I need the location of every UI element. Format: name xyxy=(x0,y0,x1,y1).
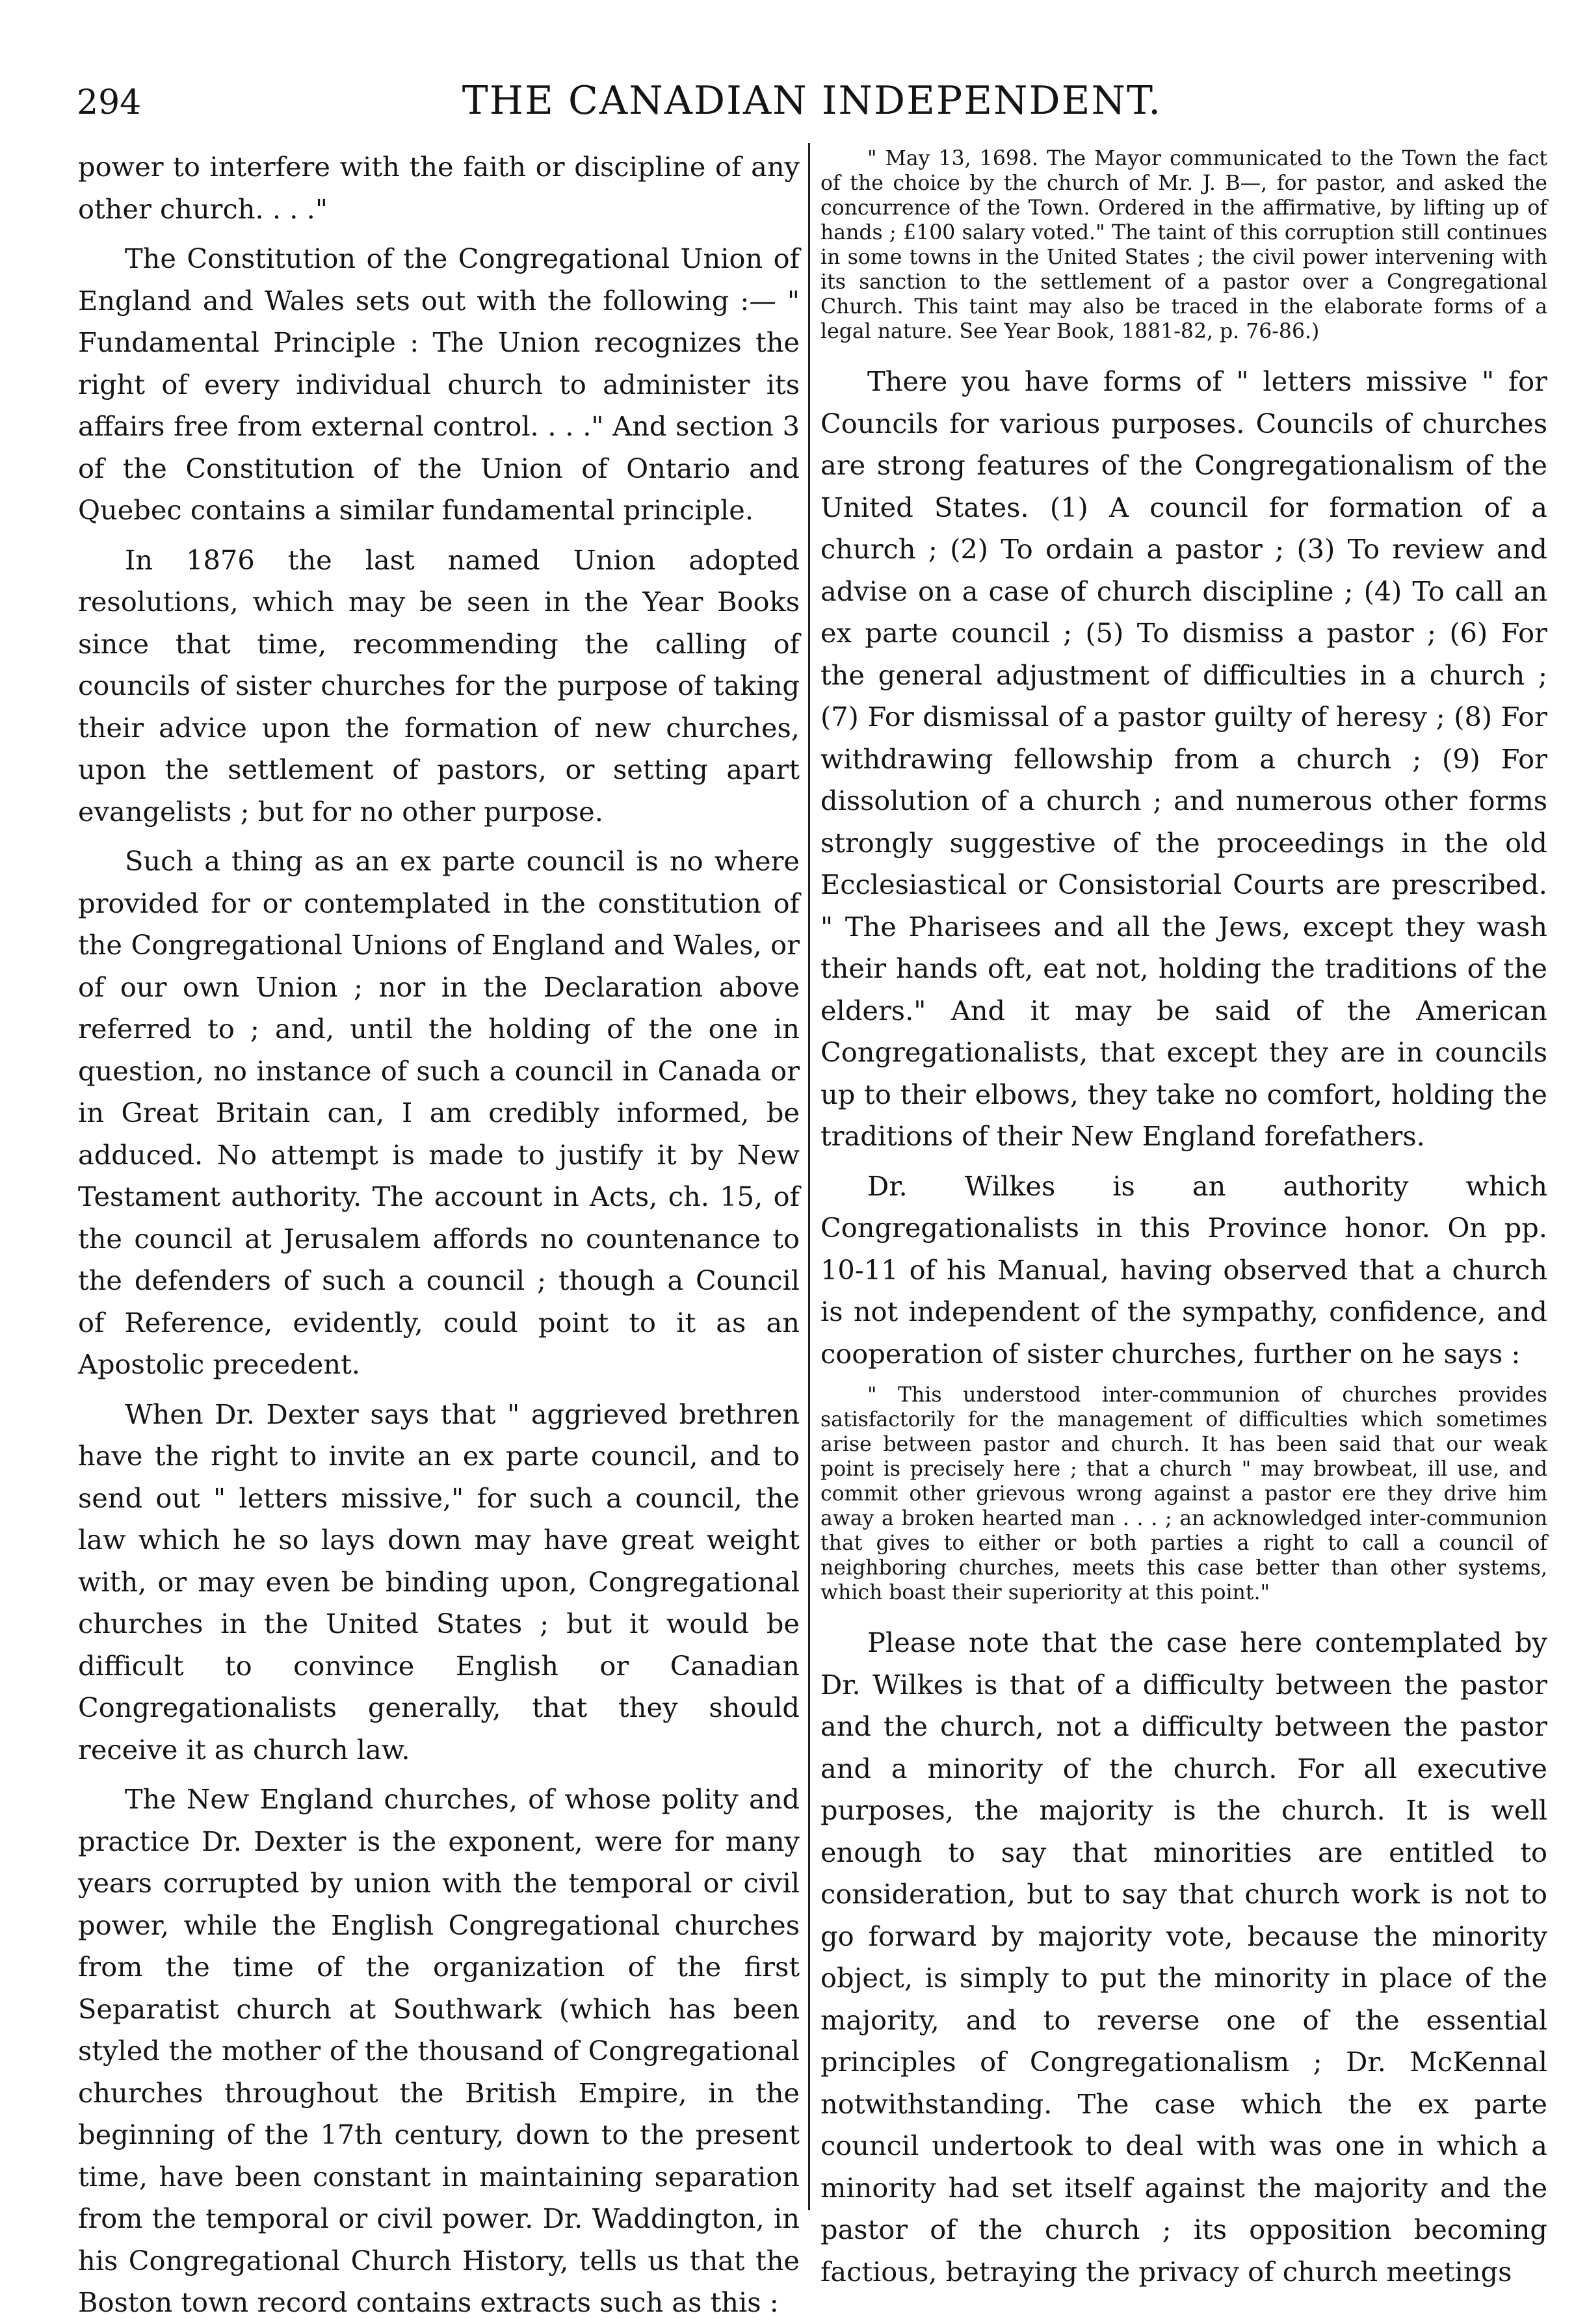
footnote-quotation: " May 13, 1698. The Mayor communicated to the Town the fact of the choice by the church of Mr. J. B—, for pastor, and asked the concurrence of the Town. Ordered in the affirmative, by lifting up of hands ; £100 salary voted." The taint of this corruption still continues in some towns in the United States ; the civil power intervening with its sanction to the settlement of a pastor over a Congregational Church. This taint may also be traced in the elaborate forms of a legal nature. See Year Book, 1881-82, p. 76-86.) xyxy=(820,147,1547,343)
column-divider xyxy=(808,143,810,2210)
journal-title: THE CANADIAN INDEPENDENT. xyxy=(462,78,1162,124)
running-header xyxy=(77,78,1547,137)
paragraph: When Dr. Dexter says that " aggrieved brethren have the right to invite an ex parte council, and to send out " letters missive," for such a council, the law which he so lays down may have great weight with, or may even be binding upon, Congregational churches in the United States ; but it would be difficult to convince English or Canadian Congregationalists generally, that they should receive it as church law. xyxy=(78,1398,800,1766)
block-quotation: " This understood inter-communion of churches provides satisfactorily for the management of difficulties which sometimes arise between pastor and church. It has been said that our weak point is precisely here ; that a church " may browbeat, ill use, and commit other grievous wrong against a pastor ere they drive him away a broken hearted man . . . ; an acknowledged inter-communion that gives to either or both parties a right to call a council of neighboring churches, meets this case better than other systems, which boast their superiority at this point." xyxy=(820,1383,1547,1604)
paragraph: In 1876 the last named Union adopted resolutions, which may be seen in the Year Books since that time, recommending the calling of councils of sister churches for the purpose of taking their advice upon the formation of new churches, upon the settlement of pastors, or setting apart evangelists ; but for no other purpose. xyxy=(78,543,800,828)
paragraph: There you have forms of " letters missive " for Councils for various purposes. Councils of churches are strong features of the Congregationalism of the United States. (1) A council for formation of a church ; (2) To ordain a pastor ; (3) To review and advise on a case of church discipline ; (4) To call an ex parte council ; (5) To dismiss a pastor ; (6) For the general adjustment of difficulties in a church ; (7) For dismissal of a pastor guilty of heresy ; (8) For withdrawing fellowship from a church ; (9) For dissolution of a church ; and numerous other forms strongly suggestive of the proceedings in the old Ecclesiastical or Consistorial Courts are prescribed. " The Pharisees and all the Jews, except they wash their hands oft, eat not, holding the traditions of the elders." And it may be said of the American Congregationalists, that except they are in councils up to their elbows, they take no comfort, holding the traditions of their New England forefathers. xyxy=(820,365,1547,1152)
paragraph: Dr. Wilkes is an authority which Congregationalists in this Province honor. On pp. 10-11 of his Manual, having observed that a church is not independent of the sympathy, confidence, and cooperation of sister churches, further on he says : xyxy=(820,1169,1547,1370)
page-number: 294 xyxy=(77,83,142,122)
left-column xyxy=(78,146,800,2318)
paragraph: The Constitution of the Congregational Union of England and Wales sets out with the following :— " Fundamental Principle : The Union recognizes the right of every individual church to administer its affairs free from external control. . . ." And section 3 of the Constitution of the Union of Ontario and Quebec contains a similar fundamental principle. xyxy=(78,242,800,526)
paragraph: Please note that the case here contemplated by Dr. Wilkes is that of a difficulty between the pastor and the church, not a difficulty between the pastor and a minority of the church. For all executive purposes, the majority is the church. It is well enough to say that minorities are entitled to consideration, but to say that church work is not to go forward by majority vote, because the minority object, is simply to put the minority in place of the majority, and to reverse one of the essential principles of Congregationalism ; Dr. McKennal notwithstanding. The case which the ex parte council undertook to deal with was one in which a minority had set itself against the majority and the pastor of the church ; its opposition becoming factious, betraying the privacy of church meetings xyxy=(820,1626,1547,2288)
paragraph: power to interfere with the faith or discipline of any other church. . . ." xyxy=(78,151,800,225)
paragraph: Such a thing as an ex parte council is no where provided for or contemplated in the constitution of the Congregational Unions of England and Wales, or of our own Union ; nor in the Declaration above referred to ; and, until the holding of the one in question, no instance of such a council in Canada or in Great Britain can, I am credibly informed, be adduced. No attempt is made to justify it by New Testament authority. The account in Acts, ch. 15, of the council at Jerusalem affords no countenance to the defenders of such a council ; though a Council of Reference, evidently, could point to it as an Apostolic precedent. xyxy=(78,845,800,1380)
right-column xyxy=(820,146,1547,2288)
paragraph: The New England churches, of whose polity and practice Dr. Dexter is the exponent, were for many years corrupted by union with the temporal or civil power, while the English Congregational churches from the time of the organization of the first Separatist church at Southwark (which has been styled the mother of the thousand of Congregational churches throughout the British Empire, in the beginning of the 17th century, down to the present time, have been constant in maintaining separation from the temporal or civil power. Dr. Waddington, in his Congregational Church History, tells us that the Boston town record contains extracts such as this : xyxy=(78,1783,800,2318)
